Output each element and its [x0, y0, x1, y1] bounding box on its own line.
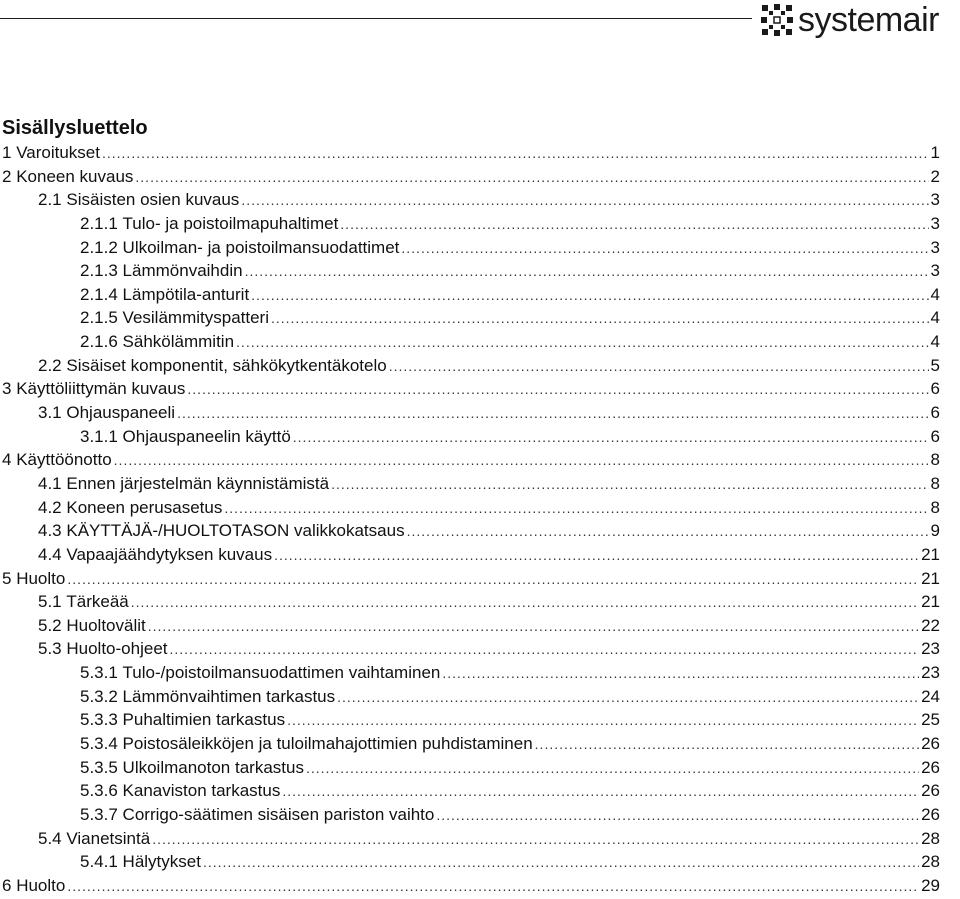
toc-entry[interactable] — [0, 401, 940, 425]
toc-entry-page: 3 — [930, 213, 940, 233]
toc-entry-number: 5.4 — [38, 828, 62, 848]
toc-entry-number: 4.1 — [38, 473, 62, 493]
toc-dot-leader — [236, 331, 928, 355]
toc-entry[interactable] — [0, 259, 940, 283]
toc-entry[interactable] — [0, 165, 940, 189]
toc-entry[interactable] — [0, 448, 940, 472]
toc-entry-number: 5.3.3 — [80, 710, 118, 730]
toc-entry[interactable] — [0, 732, 940, 756]
toc-entry-number: 5.3.4 — [80, 734, 118, 754]
toc-entry[interactable] — [0, 472, 940, 496]
toc-dot-leader — [102, 142, 929, 166]
toc-entry-page: 28 — [921, 852, 940, 872]
toc-dot-leader — [535, 733, 919, 757]
toc-entry-page: 1 — [930, 143, 940, 162]
toc-entry-number: 3.1.1 — [80, 426, 118, 446]
toc-entry[interactable] — [0, 330, 940, 354]
brand-logo — [760, 0, 960, 40]
toc-dot-leader — [436, 804, 919, 828]
toc-dot-leader — [152, 828, 919, 852]
toc-dot-leader — [245, 260, 929, 284]
toc-entry-text: Hälytykset — [122, 852, 201, 872]
toc-entry[interactable] — [0, 567, 940, 591]
toc-dot-leader — [187, 378, 928, 402]
toc-entry[interactable] — [0, 188, 940, 212]
toc-entry-text: Vapaajäähdytyksen kuvaus — [66, 544, 273, 564]
toc-entry-page: 3 — [930, 190, 940, 210]
toc-entry-number: 4.2 — [38, 497, 62, 517]
toc-entry[interactable] — [0, 779, 940, 803]
toc-dot-leader — [67, 568, 919, 592]
toc-entry-text: Ennen järjestelmän käynnistämistä — [66, 473, 330, 493]
toc-entry-page: 24 — [921, 686, 940, 706]
toc-entry-page: 21 — [921, 568, 940, 588]
toc-entry-number: 2.1 — [38, 190, 62, 210]
toc-entry-page: 4 — [930, 332, 940, 352]
toc-entry[interactable] — [0, 306, 940, 330]
toc-entry-page: 26 — [921, 757, 940, 777]
toc-entry-number: 2 — [2, 166, 12, 186]
toc-entry-text: Vianetsintä — [66, 828, 151, 848]
toc-entry-page: 25 — [921, 710, 940, 730]
toc-entry-text: Puhaltimien tarkastus — [122, 710, 286, 730]
toc-entry-page: 3 — [930, 237, 940, 257]
toc-entry-page: 26 — [921, 734, 940, 754]
toc-entry[interactable] — [0, 236, 940, 260]
toc-entry-text: Ulkoilman- ja poistoilmansuodattimet — [122, 237, 400, 257]
toc-entry-page: 26 — [921, 804, 940, 824]
toc-entry-text: Huolto-ohjeet — [66, 639, 168, 659]
toc-entry[interactable] — [0, 519, 940, 543]
toc-entry[interactable] — [0, 377, 940, 401]
toc-entry-text: Ohjauspaneeli — [66, 403, 176, 423]
brand-name: systemair — [798, 1, 939, 39]
toc-entry[interactable] — [0, 803, 940, 827]
toc-entry[interactable] — [0, 212, 940, 236]
toc-entry-number: 3 — [2, 379, 12, 399]
toc-entry[interactable] — [0, 637, 940, 661]
toc-entry[interactable] — [0, 141, 940, 165]
toc-dot-leader — [282, 780, 919, 804]
toc-entry-number: 2.1.6 — [80, 332, 118, 352]
toc-dot-leader — [306, 757, 919, 781]
toc-entry-number: 6 — [2, 875, 12, 895]
toc-entry-text: Sähkölämmitin — [122, 332, 235, 352]
toc-entry[interactable] — [0, 850, 940, 874]
toc-entry-number: 5.2 — [38, 615, 62, 635]
toc-dot-leader — [407, 520, 929, 544]
toc-entry-number: 1 — [2, 143, 12, 162]
toc-entry-number: 4.3 — [38, 521, 62, 541]
toc-entry-number: 5.3.2 — [80, 686, 118, 706]
toc-dot-leader — [271, 307, 929, 331]
toc-entry-page: 4 — [930, 284, 940, 304]
toc-entry-page: 4 — [930, 308, 940, 328]
toc-entry-number: 5.3.7 — [80, 804, 118, 824]
toc-dot-leader — [331, 473, 928, 497]
toc-dot-leader — [224, 497, 928, 521]
toc-entry-text: Käyttöliittymän kuvaus — [16, 379, 186, 399]
toc-entry[interactable] — [0, 661, 940, 685]
toc-entry[interactable] — [0, 283, 940, 307]
toc-entry-text: Käyttöönotto — [16, 450, 112, 470]
toc-entry-number: 2.1.3 — [80, 261, 118, 281]
toc-entry-number: 5.3.1 — [80, 663, 118, 683]
toc-entry-page: 23 — [921, 639, 940, 659]
toc-entry-text: Koneen perusasetus — [66, 497, 223, 517]
toc-entry[interactable] — [0, 874, 940, 898]
toc-entry-text: Varoitukset — [16, 143, 100, 162]
toc-dot-leader — [203, 851, 919, 875]
toc-entry-text: Poistosäleikköjen ja tuloilmahajottimien puhdistaminen — [122, 734, 533, 754]
toc-entry-text: Sisäiset komponentit, sähkökytkentäkotelo — [66, 355, 387, 375]
toc-dot-leader — [287, 709, 919, 733]
toc-entry[interactable] — [0, 685, 940, 709]
toc-entry-page: 22 — [921, 615, 940, 635]
toc-dot-leader — [170, 638, 920, 662]
toc-dot-leader — [251, 284, 928, 308]
toc-entry-text: Tärkeää — [66, 592, 129, 612]
toc-entry-number: 5 — [2, 568, 12, 588]
toc-entry-number: 5.3.5 — [80, 757, 118, 777]
header-rule — [0, 18, 752, 19]
toc-entry-page: 21 — [921, 592, 940, 612]
toc-entry-text: Koneen kuvaus — [16, 166, 134, 186]
toc-dot-leader — [293, 426, 929, 450]
toc-entry-text: Tulo- ja poistoilmapuhaltimet — [122, 213, 339, 233]
toc-dot-leader — [131, 591, 919, 615]
toc-entry-page: 3 — [930, 261, 940, 281]
toc-entry[interactable] — [0, 827, 940, 851]
toc-entry-number: 2.1.5 — [80, 308, 118, 328]
toc-entry-number: 2.2 — [38, 355, 62, 375]
toc-dot-leader — [401, 237, 928, 261]
toc-dot-leader — [340, 213, 928, 237]
toc-entry-text: Lämmönvaihdin — [122, 261, 243, 281]
toc-dot-leader — [135, 166, 928, 190]
toc-entry-page: 9 — [930, 521, 940, 541]
toc-entry-text: KÄYTTÄJÄ-/HUOLTOTASON valikkokatsaus — [66, 521, 405, 541]
toc-entry-text: Lämpötila-anturit — [122, 284, 250, 304]
toc-entry[interactable] — [0, 496, 940, 520]
toc-title: Sisällysluettelo — [2, 117, 148, 139]
toc-entry-number: 4.4 — [38, 544, 62, 564]
toc-entry-text: Vesilämmityspatteri — [122, 308, 269, 328]
toc-entry-text: Tulo-/poistoilmansuodattimen vaihtaminen — [122, 663, 441, 683]
toc-entry-page: 8 — [930, 497, 940, 517]
toc-entry-page: 26 — [921, 781, 940, 801]
toc-entry-page: 6 — [930, 426, 940, 446]
toc-entry[interactable] — [0, 543, 940, 567]
table-of-contents — [0, 141, 940, 898]
toc-entry-page: 6 — [930, 403, 940, 423]
toc-entry-page: 29 — [921, 875, 940, 895]
toc-entry-number: 2.1.2 — [80, 237, 118, 257]
toc-dot-leader — [114, 449, 929, 473]
toc-entry-text: Huolto — [16, 568, 66, 588]
toc-entry[interactable] — [0, 425, 940, 449]
toc-dot-leader — [389, 355, 929, 379]
toc-entry-page: 5 — [930, 355, 940, 375]
systemair-logo-icon — [760, 3, 794, 37]
toc-entry-page: 2 — [930, 166, 940, 186]
toc-entry-number: 4 — [2, 450, 12, 470]
toc-entry-page: 8 — [930, 450, 940, 470]
toc-entry-text: Kanaviston tarkastus — [122, 781, 281, 801]
toc-entry-number: 5.3.6 — [80, 781, 118, 801]
toc-dot-leader — [67, 875, 919, 899]
toc-dot-leader — [148, 615, 919, 639]
toc-entry[interactable] — [0, 354, 940, 378]
toc-entry-text: Huoltovälit — [66, 615, 146, 635]
toc-entry[interactable] — [0, 756, 940, 780]
toc-entry-text: Lämmönvaihtimen tarkastus — [122, 686, 336, 706]
toc-dot-leader — [274, 544, 919, 568]
toc-entry-text: Ohjauspaneelin käyttö — [122, 426, 291, 446]
toc-entry-text: Huolto — [16, 875, 66, 895]
toc-entry-number: 5.4.1 — [80, 852, 118, 872]
toc-entry-page: 21 — [921, 544, 940, 564]
toc-entry-text: Ulkoilmanoton tarkastus — [122, 757, 304, 777]
toc-entry-number: 2.1.1 — [80, 213, 118, 233]
toc-entry-page: 6 — [930, 379, 940, 399]
toc-entry-text: Corrigo-säätimen sisäisen pariston vaihto — [122, 804, 435, 824]
toc-entry[interactable] — [0, 614, 940, 638]
toc-dot-leader — [442, 662, 919, 686]
toc-entry-page: 23 — [921, 663, 940, 683]
toc-dot-leader — [177, 402, 928, 426]
toc-dot-leader — [241, 189, 928, 213]
toc-entry-page: 8 — [930, 473, 940, 493]
toc-entry-number: 3.1 — [38, 403, 62, 423]
toc-entry-page: 28 — [921, 828, 940, 848]
toc-dot-leader — [337, 686, 919, 710]
toc-entry-number: 5.1 — [38, 592, 62, 612]
toc-entry[interactable] — [0, 708, 940, 732]
toc-entry[interactable] — [0, 590, 940, 614]
toc-entry-number: 5.3 — [38, 639, 62, 659]
toc-entry-number: 2.1.4 — [80, 284, 118, 304]
toc-entry-text: Sisäisten osien kuvaus — [66, 190, 240, 210]
